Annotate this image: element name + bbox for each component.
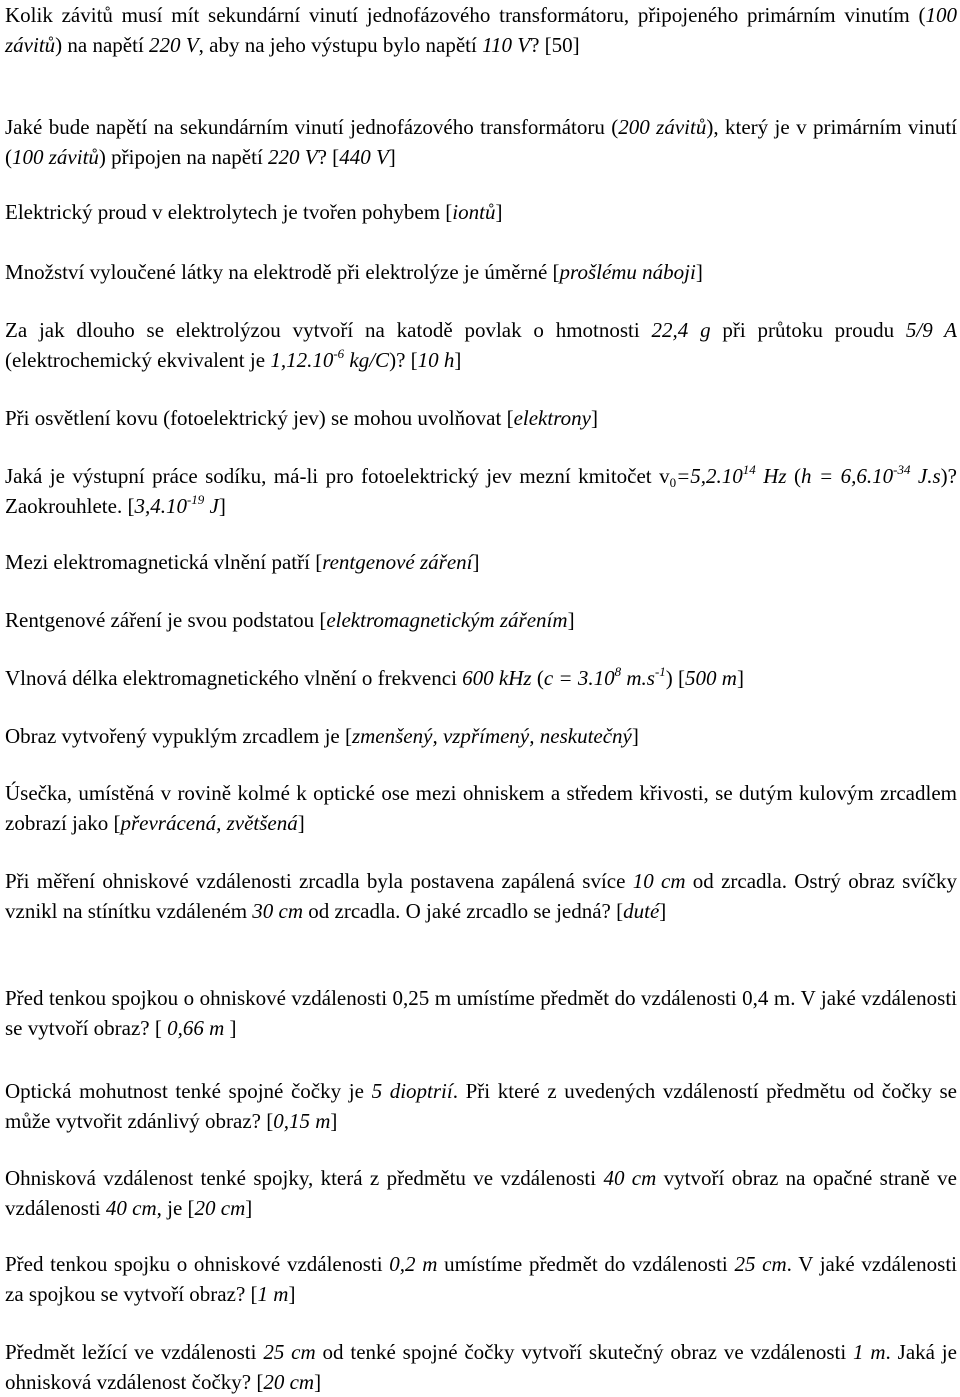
question-text-run: Obraz vytvořený vypuklým zrcadlem je [ [5,724,352,748]
question-text-run: ? [ [317,145,340,169]
question-text-run: elektromagnetickým zářením [326,608,568,632]
question-text-run: 1 m [257,1282,289,1306]
question-text-run: ] [314,1370,322,1394]
question-text-run: Jaká je výstupní práce sodíku, má-li pro fotoelektrický jev mezní kmitočet [5,464,660,488]
question-text-run: Před tenkou spojkou o ohniskové vzdálenosti 0,25 m umístíme předmět do vzdálenosti 0,4 m. V jaké vzdálenosti se vytvoří obraz? [ [5,986,957,1040]
question-text-run: 200 závitů [618,115,707,139]
question-text-run: , je [ [156,1196,195,1220]
question-text-run: Rentgenové záření je svou podstatou [ [5,608,327,632]
question-text-run: prošlému náboji [559,260,696,284]
question-text-run: 5 dioptrií [371,1079,453,1103]
question-text-run: ] [495,200,503,224]
question-9 [5,605,957,635]
question-text-run: . Jaká je ohnisková vzdálenost čočky? [ [5,1340,957,1394]
question-text-run: 220 V [149,33,199,57]
question-text-run: ] [224,1016,237,1040]
question-text-run: 0 [669,475,677,490]
question-6 [5,403,957,433]
question-text-run: ] [288,1282,296,1306]
question-text-run: ), který je v primárním vinutí ( [5,115,957,169]
question-text-run: Kolik závitů musí mít sekundární vinutí jednofázového transformátoru, připojeného primárním vinutím ( [5,3,926,27]
question-text-run: J.s [910,464,941,488]
question-10 [5,663,957,693]
question-text-run: umístíme předmět do vzdálenosti [437,1252,735,1276]
question-text-run: Jaké bude napětí na sekundárním vinutí jednofázového transformátoru ( [5,115,619,139]
question-text-run: -1 [654,664,666,679]
question-text-run: 20 cm [194,1196,246,1220]
question-text-run: při průtoku proudu [710,318,906,342]
question-15 [5,1076,957,1136]
question-text-run: iontů [452,200,496,224]
question-text-run: 14 [742,462,756,477]
question-text-run: =5,2.10 [676,464,743,488]
question-17 [5,1249,957,1309]
question-text-run: 1,12.10 [270,348,334,372]
question-text-run: Při měření ohniskové vzdálenosti zrcadla byla postavena zapálená svíce [5,869,633,893]
question-text-run: 500 m [685,666,737,690]
question-text-run: ] [330,1109,338,1133]
question-2 [5,112,957,172]
question-text-run: 3,4.10 [134,494,187,518]
question-text-run: (elektrochemický ekvivalent je [5,348,271,372]
question-text-run: Úsečka, umístěná v rovině kolmé k optické ose mezi ohniskem a středem křivosti, se dutým kulovým zrcadlem zobrazí jako [ [5,781,957,835]
question-4 [5,257,957,287]
question-text-run: c = 3.10 [543,666,615,690]
question-3 [5,197,957,227]
question-text-run: 10 h [417,348,455,372]
question-12 [5,778,957,838]
question-text-run: 600 kHz [462,666,532,690]
question-text-run: m.s [621,666,655,690]
question-text-run: h = 6,6.10 [801,464,894,488]
question-16 [5,1163,957,1223]
question-text-run: . Při které z uvedených vzdáleností předmětu od čočky se může vytvořit zdánlivý obraz? [ [5,1079,957,1133]
question-text-run: Elektrický proud v elektrolytech je tvořen pohybem [ [5,200,453,224]
question-text-run: J [204,494,219,518]
question-text-run: v [659,464,670,488]
question-text-run: Při osvětlení kovu (fotoelektrický jev) se mohou uvolňovat [ [5,406,514,430]
question-text-run: 10 cm [632,869,686,893]
question-text-run: , aby na jeho výstupu bylo napětí [198,33,483,57]
question-text-run: 220 V [268,145,318,169]
question-text-run: 100 závitů [12,145,99,169]
question-text-run: ( [786,464,802,488]
question-text-run: 25 cm [263,1340,316,1364]
question-text-run: Ohnisková vzdálenost tenké spojky, která z předmětu ve vzdálenosti [5,1166,604,1190]
question-14 [5,983,957,1043]
question-text-run: ] [695,260,703,284]
question-text-run: Optická mohutnost tenké spojné čočky je [5,1079,372,1103]
question-text-run: ) [ [665,666,686,690]
question-text-run: 20 cm [263,1370,315,1394]
question-text-run: )? [ [389,348,418,372]
question-text-run: . V jaké vzdálenosti za spojkou se vytvoří obraz? [ [5,1252,958,1306]
question-text-run: 0,2 m [389,1252,438,1276]
question-text-run: Před tenkou spojku o ohniskové vzdálenosti [5,1252,390,1276]
question-text-run: ] [590,406,598,430]
question-text-run: ] [736,666,744,690]
question-text-run: 110 V [482,33,531,57]
question-text-run: 0,15 m [273,1109,331,1133]
question-text-run: 22,4 g [651,318,711,342]
question-text-run: ] [659,899,667,923]
question-text-run: Vlnová délka elektromagnetického vlnění o frekvenci [5,666,463,690]
question-text-run: ( [531,666,544,690]
question-text-run: zmenšený, vzpřímený, neskutečný [351,724,632,748]
question-text-run: ] [218,494,226,518]
question-1 [5,0,957,60]
question-5 [5,315,957,375]
question-text-run: Mezi elektromagnetická vlnění patří [ [5,550,323,574]
question-13 [5,866,957,926]
question-text-run: kg/C [344,348,390,372]
question-text-run: -34 [893,462,911,477]
question-text-run: elektrony [513,406,591,430]
question-text-run: ? [50] [530,33,580,57]
question-text-run: ) na napětí [55,33,150,57]
question-text-run: od zrcadla. Ostrý obraz svíčky vznikl na stínítku vzdáleném [5,869,957,923]
question-text-run: Za jak dlouho se elektrolýzou vytvoří na katodě povlak o hmotnosti [5,318,652,342]
question-text-run: ] [631,724,639,748]
question-text-run: ] [567,608,575,632]
question-text-run: Množství vyloučené látky na elektrodě při elektrolýze je úměrné [ [5,260,560,284]
question-text-run: Předmět ležící ve vzdálenosti [5,1340,264,1364]
question-text-run: duté [623,899,660,923]
question-text-run: 5/9 A [905,318,958,342]
question-text-run: 25 cm [734,1252,787,1276]
question-7 [5,461,957,521]
question-text-run: rentgenové záření [322,550,473,574]
question-text-run: 100 závitů [5,3,957,57]
question-text-run: -19 [186,492,205,507]
question-text-run: Hz [755,464,787,488]
question-text-run: ) připojen na napětí [98,145,269,169]
question-text-run: ] [245,1196,253,1220]
question-text-run: 0,66 m [167,1016,225,1040]
question-text-run: 440 V [339,145,389,169]
question-text-run: ] [454,348,462,372]
question-text-run: od zrcadla. O jaké zrcadlo se jedná? [ [303,899,624,923]
question-text-run: od tenké spojné čočky vytvoří skutečný obraz ve vzdálenosti [315,1340,854,1364]
question-text-run: )? Zaokrouhlete. [ [5,464,957,518]
question-18 [5,1337,957,1397]
question-text-run: -6 [333,346,345,361]
question-text-run: ] [297,811,305,835]
question-text-run: 40 cm [603,1166,657,1190]
question-text-run: 8 [614,664,622,679]
question-text-run: 30 cm [252,899,304,923]
question-text-run: převrácená, zvětšená [120,811,298,835]
question-text-run: vytvoří obraz na opačné straně ve vzdálenosti [5,1166,958,1220]
question-text-run: 40 cm [105,1196,157,1220]
question-11 [5,721,957,751]
question-8 [5,547,957,577]
question-text-run: ] [472,550,480,574]
question-text-run: ] [388,145,396,169]
question-text-run: 1 m [853,1340,886,1364]
